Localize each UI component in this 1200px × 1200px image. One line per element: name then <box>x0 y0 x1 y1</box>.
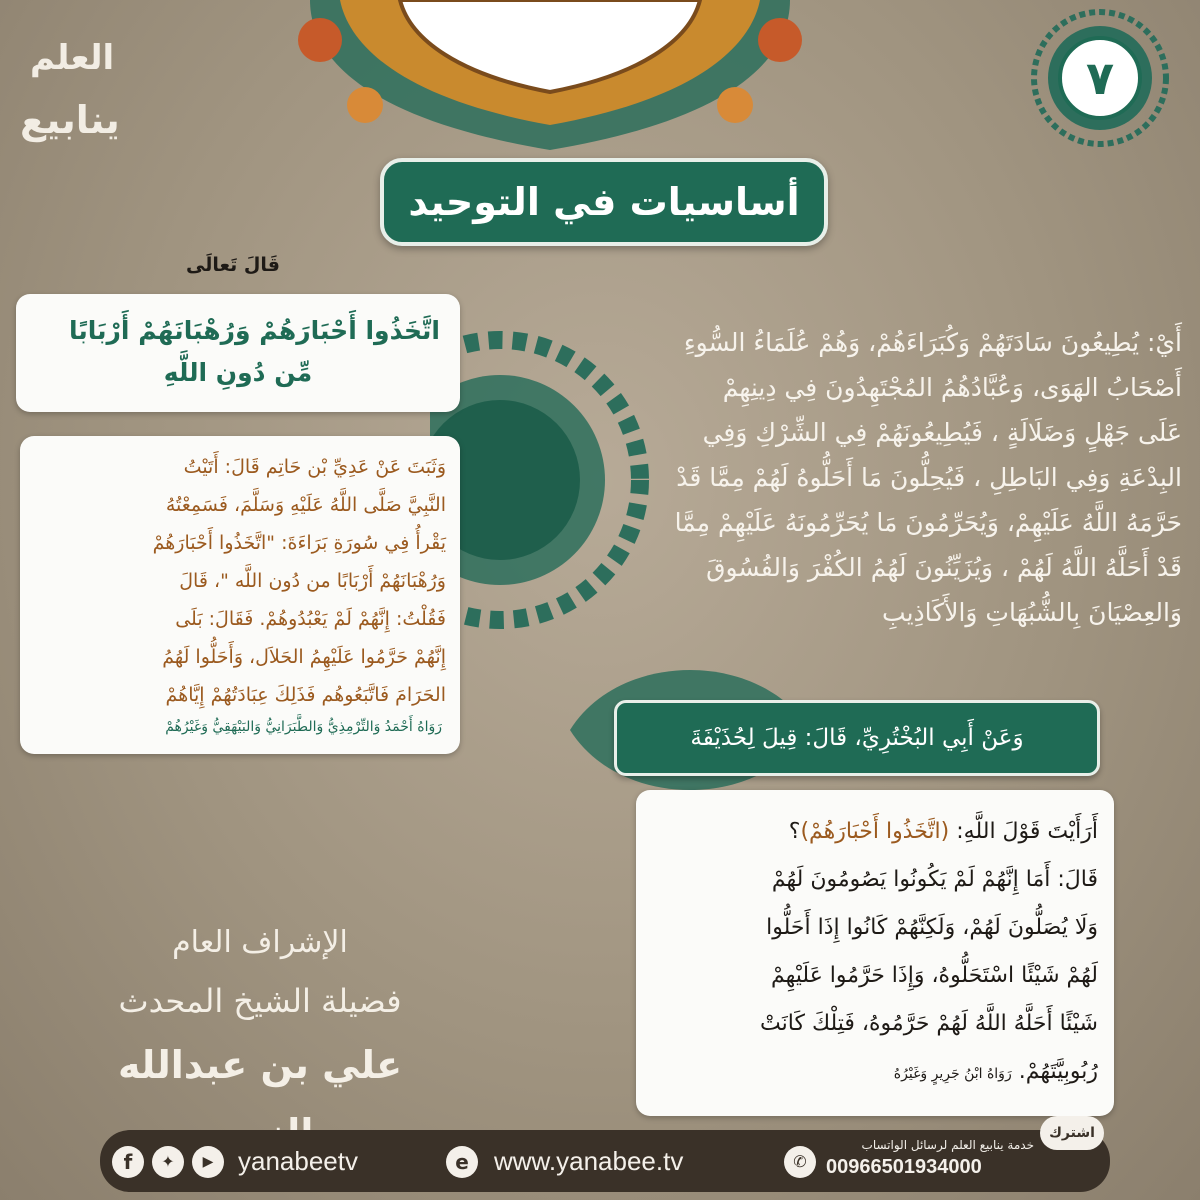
brand-logo-line-2: العلم <box>30 38 115 78</box>
explanation-line: أَيْ: يُطِيعُونَ سَادَتَهُمْ وَكُبَرَاءَهُمْ، وَهُمْ عُلَمَاءُ السُّوءِ <box>683 328 1182 357</box>
narration-header-text: وَعَنْ أَبِي البُخْتُرِيِّ، قَالَ: قِيلَ لِحُذَيْفَةَ <box>690 725 1024 751</box>
hadith-line: وَثَبَتَ عَنْ عَدِيِّ بْن حَاتِم قَالَ: أَتَيْتُ <box>183 456 446 478</box>
supervision-line-3: علي بن عبدالله <box>117 1043 403 1087</box>
narration-card <box>636 790 1114 1116</box>
episode-number: ٧ <box>1085 51 1115 105</box>
hadith-line: إِنَّهُمْ حَرَّمُوا عَلَيْهِمُ الحَلاَل، وَأَحَلُّوا لَهُمُ <box>162 646 446 668</box>
explanation-line: وَالعِصْيَانَ بِالشُّبُهَاتِ وَالأَكَاذِيبِ <box>882 598 1182 627</box>
explanation <box>610 320 1182 635</box>
supervision-line-2: فضيلة الشيخ المحدث <box>118 982 402 1020</box>
whatsapp-icon[interactable]: ✆ <box>784 1146 816 1178</box>
narration-line: قَالَ: أَمَا إِنَّهُمْ لَمْ يَكُونُوا يَصُومُونَ لَهُمْ <box>771 867 1098 892</box>
supervision-line-1: الإشراف العام <box>172 925 348 960</box>
narration-header <box>614 700 1100 776</box>
verse-line-2: مِّن دُونِ اللَّهِ <box>163 358 313 387</box>
brand-logo <box>20 20 120 180</box>
explanation-line: أَصْحَابُ الهَوَى، وَعُبَّادُهُمُ المُجْتَهِدُونَ فِي دِينِهِمْ <box>722 373 1182 402</box>
narration-source: رَوَاهُ ابْنُ جَرِيرٍ وَغَيْرُهُ <box>893 1066 1012 1082</box>
hadith-line: فَقُلْتُ: إِنَّهُمْ لَمْ يَعْبُدُوهُمْ. فَقَالَ: بَلَى <box>175 608 446 630</box>
narration-last: رُبُوبِيَّتَهُمْ. <box>1018 1059 1098 1084</box>
narration-line: لَهُمْ شَيْئًا اسْتَحَلُّوهُ، وَإِذَا حَرَّمُوا عَلَيْهِمْ <box>770 963 1098 988</box>
narration-last-line <box>648 1048 1098 1098</box>
hadith-line: وَرُهْبَانَهُمْ أَرْبَابًا من دُون اللَّه "، قَالَ <box>179 570 446 592</box>
whatsapp-number[interactable]: 00966501934000 <box>826 1156 982 1178</box>
quran-intro: قَالَ تَعالَى <box>185 254 280 276</box>
explanation-line: قَدْ أَحَلَّهُ اللَّهُ لَهُمْ ، وَيُزَيِّنُونَ لَهُمُ الكُفْرَ وَالفُسُوقَ <box>706 553 1182 582</box>
narration-quote: (اتَّخَذُوا أَحْبَارَهُمْ) <box>800 819 950 844</box>
narration-prefix: أَرَأَيْتَ قَوْلَ اللَّهِ: <box>949 819 1098 844</box>
hadith-text <box>28 448 446 714</box>
narration-suffix: ؟ <box>788 819 801 844</box>
explanation-line: حَرَّمَهُ اللَّهُ عَلَيْهِمْ، وَيُحَرِّمُونَ مَا يُحَرِّمُونَهُ عَلَيْهِمْ مِمَّا <box>674 508 1182 537</box>
subscribe-badge[interactable]: اشترك <box>1040 1116 1104 1150</box>
hadith-line: الحَرَامَ فَاتَّبَعُوهُم فَذَلِكَ عِبَادَتُهُمْ إِيَّاهُمْ <box>165 684 446 706</box>
facebook-icon[interactable]: f <box>112 1146 144 1178</box>
explanation-line: البِدْعَةِ وَفِي البَاطِلِ ، فَيُحِلُّونَ مَا أَحَلُّوهُ لَهُمْ مِمَّا قَدْ <box>676 463 1182 492</box>
whatsapp-label: خدمة ينابيع العلم لرسائل الواتساب <box>861 1138 1034 1152</box>
narration-line: شَيْئًا أَحَلَّهُ اللَّهُ لَهُمْ حَرَّمُوهُ، فَتِلْكَ كَانَتْ <box>760 1011 1098 1036</box>
hadith-card <box>20 436 460 754</box>
narration-line: وَلَا يُصَلُّونَ لَهُمْ، وَلَكِنَّهُمْ كَانُوا إِذَا أَحَلُّوا <box>766 915 1098 940</box>
youtube-icon[interactable]: ▶ <box>192 1146 224 1178</box>
page-title: أساسيات في التوحيد <box>408 180 800 224</box>
title-banner <box>380 158 828 246</box>
explanation-line: عَلَى جَهْلٍ وَضَلَالَةٍ ، فَيُطِيعُونَهُمْ فِي الشِّرْكِ وَفِي <box>702 418 1182 447</box>
narration-first-line <box>648 808 1098 856</box>
hadith-source: رَوَاهُ أَحْمَدُ وَالتِّرْمِذِيُّ وَالطَّبَرَانِيُّ وَالبَيْهَقِيُّ وَغَيْرُهُمْ <box>165 719 442 735</box>
hadith-line: يَقْرأُ فِي سُورَةِ بَرَاءَةَ: "اتَّخَذُوا أَحْبَارَهُمْ <box>152 532 446 554</box>
verse-line-1: اتَّخَذُوا أَحْبَارَهُمْ وَرُهْبَانَهُمْ أَرْبَابًا <box>68 316 440 345</box>
web-icon[interactable]: e <box>446 1146 478 1178</box>
hadith-line: النَّبِيَّ صَلَّى اللَّهُ عَلَيْهِ وَسَلَّمَ، فَسَمِعْتُهُ <box>165 494 446 516</box>
twitter-icon[interactable]: ✦ <box>152 1146 184 1178</box>
brand-logo-line-1: ينابيع <box>20 98 120 142</box>
verse-card <box>16 294 460 412</box>
narration-text <box>648 808 1098 1098</box>
social-handle[interactable]: yanabeetv <box>238 1146 358 1176</box>
website-link[interactable]: www.yanabee.tv <box>494 1146 684 1176</box>
